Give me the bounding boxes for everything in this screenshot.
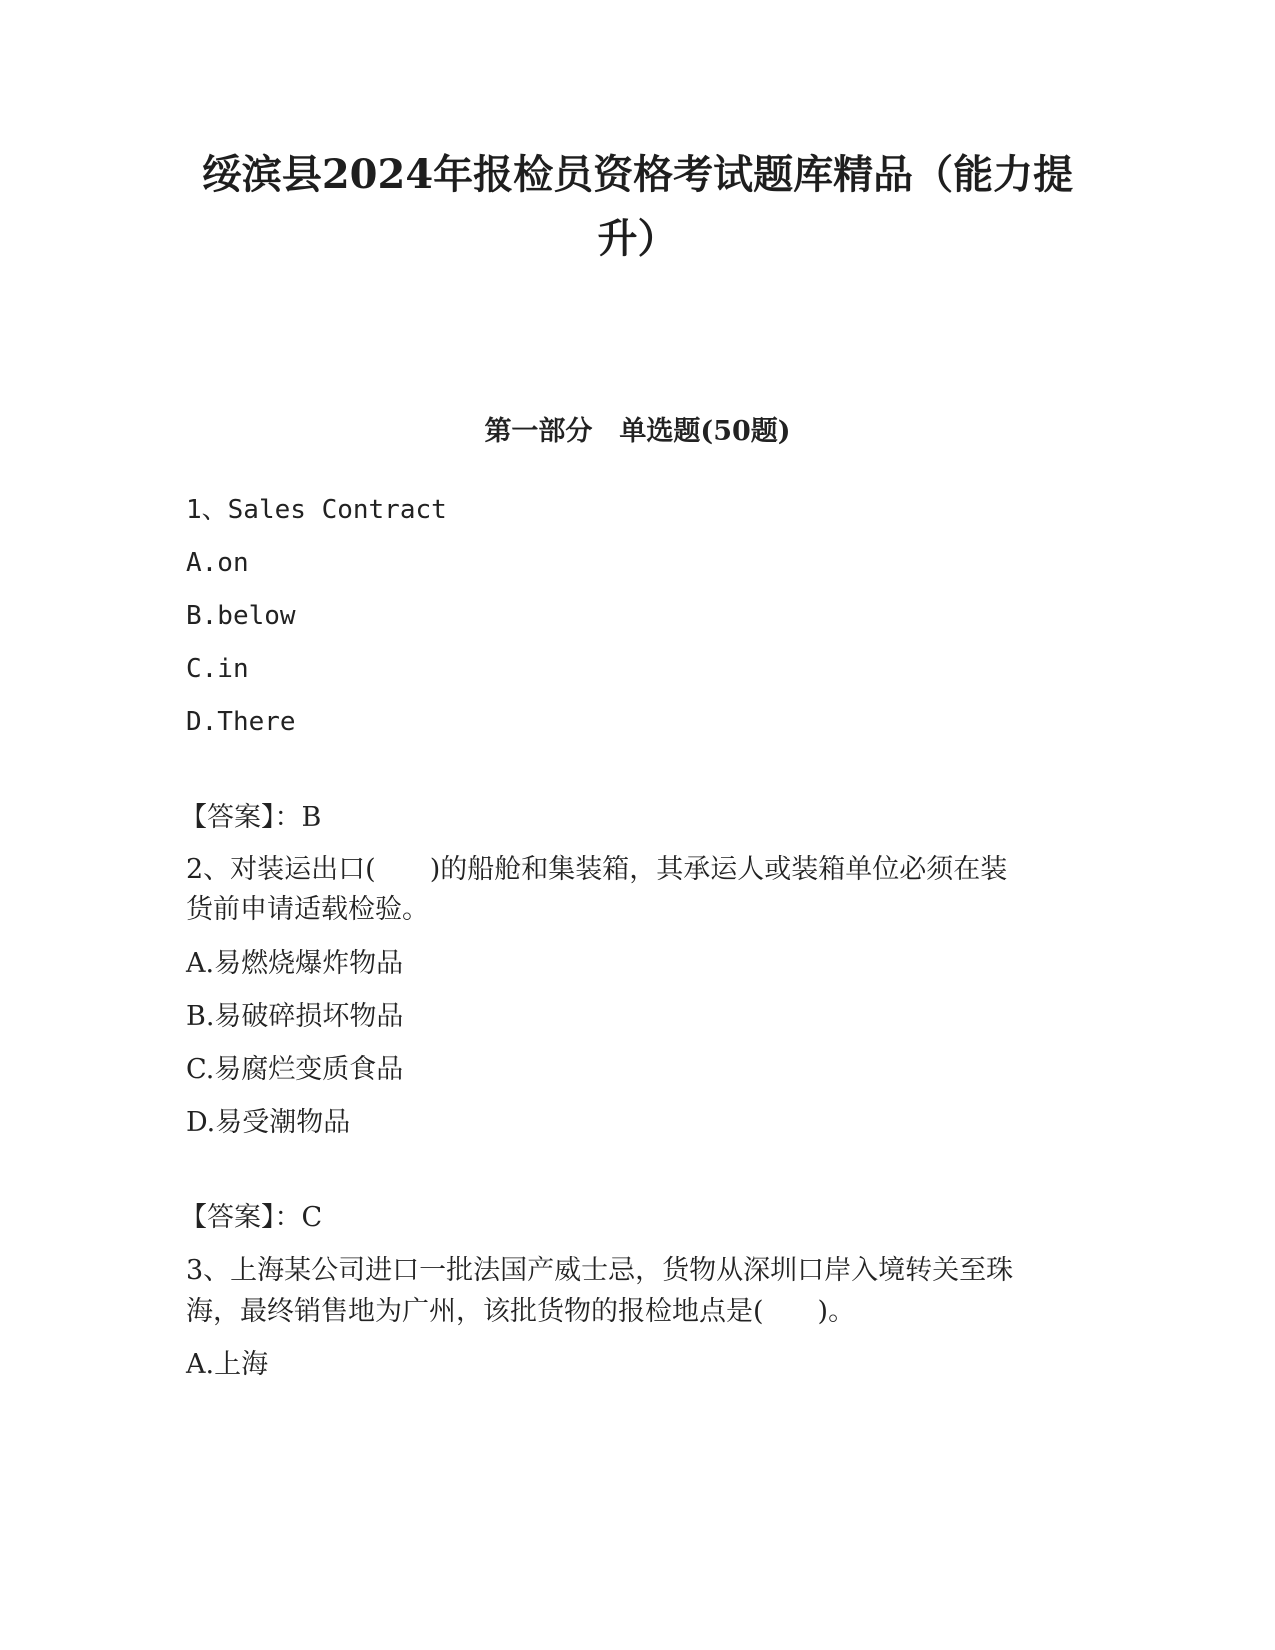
question-3-stem-line-2: 海，最终销售地为广州，该批货物的报检地点是( )。	[186, 1296, 856, 1327]
question-3-option-a: A.上海	[186, 1349, 269, 1380]
question-1-option-b: B.below	[186, 601, 296, 631]
question-2-option-b: B.易破碎损坏物品	[186, 1001, 404, 1032]
question-2-answer: 【答案】：C	[180, 1202, 323, 1233]
question-2-option-a: A.易燃烧爆炸物品	[186, 948, 404, 979]
section-heading: 第一部分 单选题(50题)	[484, 416, 791, 447]
question-2-stem-line-2: 货前申请适载检验。	[186, 894, 429, 925]
question-1-option-a: A.on	[186, 548, 249, 578]
question-2-stem-line-1: 2、对装运出口( )的船舱和集装箱，其承运人或装箱单位必须在装	[186, 854, 1008, 885]
question-3-stem-line-1: 3、上海某公司进口一批法国产威士忌，货物从深圳口岸入境转关至珠	[186, 1255, 1014, 1286]
question-1-answer: 【答案】：B	[180, 802, 322, 833]
document-title-line-2: 升）	[597, 215, 678, 262]
document-title	[150, 143, 1125, 271]
question-2-option-d: D.易受潮物品	[186, 1107, 351, 1138]
document-title-line-1: 绥滨县2024年报检员资格考试题库精品（能力提	[201, 151, 1074, 198]
question-1-stem: 1、Sales Contract	[186, 495, 447, 525]
question-1-option-d: D.There	[186, 707, 296, 737]
question-2-option-c: C.易腐烂变质食品	[186, 1054, 404, 1085]
question-1-option-c: C.in	[186, 654, 249, 684]
